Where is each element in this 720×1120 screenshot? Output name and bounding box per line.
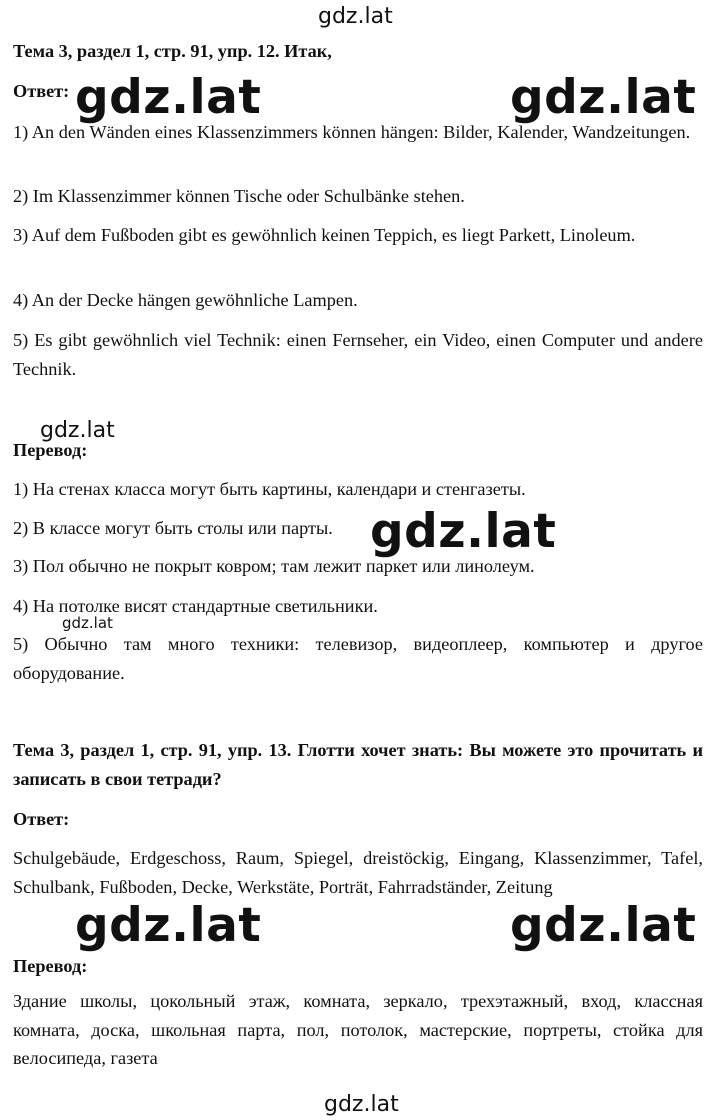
- translation-item-4: 4) На потолке висят стандартные светильники.: [13, 596, 378, 616]
- watermark: gdz.lat: [510, 70, 697, 125]
- vocabulary-list: Schulgebäude, Erdgeschoss, Raum, Spiegel, dreistöckig, Eingang, Klassenzimmer, Tafel, Schulbank, Fußboden, Decke, Werkstäte, Porträt, Fahrradständer, Zeitung: [13, 848, 703, 897]
- translation-item-5: 5) Обычно там много техники: телевизор, видеоплеер, компьютер и другое оборудование.: [13, 634, 703, 683]
- answer-item-2: 2) Im Klassenzimmer können Tische oder Schulbänke stehen.: [13, 186, 465, 206]
- vocabulary-translation: Здание школы, цокольный этаж, комната, зеркало, трехэтажный, вход, классная комната, доска, школьная парта, пол, потолок, мастерские, портреты, стойка для велосипеда, газета: [13, 991, 703, 1068]
- watermark: gdz.lat: [40, 418, 115, 443]
- watermark: gdz.lat: [75, 898, 262, 953]
- answer-label: Ответ:: [13, 809, 70, 829]
- watermark-top: gdz.lat: [318, 4, 393, 29]
- exercise-13-heading: Тема 3, раздел 1, стр. 91, упр. 13. Глотти хочет знать: Вы можете это прочитать и записать в свои тетради?: [13, 740, 703, 789]
- translation-item-3: 3) Пол обычно не покрыт ковром; там лежит паркет или линолеум.: [13, 556, 535, 576]
- answer-item-5: 5) Es gibt gewöhnlich viel Technik: einen Fernseher, ein Video, einen Computer und andere Technik.: [13, 330, 703, 379]
- answer-item-1: 1) An den Wänden eines Klassenzimmers können hängen: Bilder, Kalender, Wandzeitungen.: [13, 122, 691, 142]
- translation-label: Перевод:: [13, 440, 88, 460]
- answer-item-3: 3) Auf dem Fußboden gibt es gewöhnlich keinen Teppich, es liegt Parkett, Linoleum.: [13, 225, 636, 245]
- answer-item-4: 4) An der Decke hängen gewöhnliche Lampen.: [13, 290, 358, 310]
- watermark: gdz.lat: [75, 70, 262, 125]
- watermark: gdz.lat: [370, 504, 557, 559]
- watermark: gdz.lat: [510, 898, 697, 953]
- translation-label: Перевод:: [13, 956, 88, 976]
- translation-item-1: 1) На стенах класса могут быть картины, календари и стенгазеты.: [13, 479, 526, 499]
- watermark-bottom: gdz.lat: [324, 1092, 399, 1117]
- answer-label: Ответ:: [13, 81, 70, 101]
- exercise-12-heading: Тема 3, раздел 1, стр. 91, упр. 12. Итак,: [13, 41, 332, 61]
- watermark: gdz.lat: [62, 614, 113, 632]
- translation-item-2: 2) В классе могут быть столы или парты.: [13, 518, 333, 538]
